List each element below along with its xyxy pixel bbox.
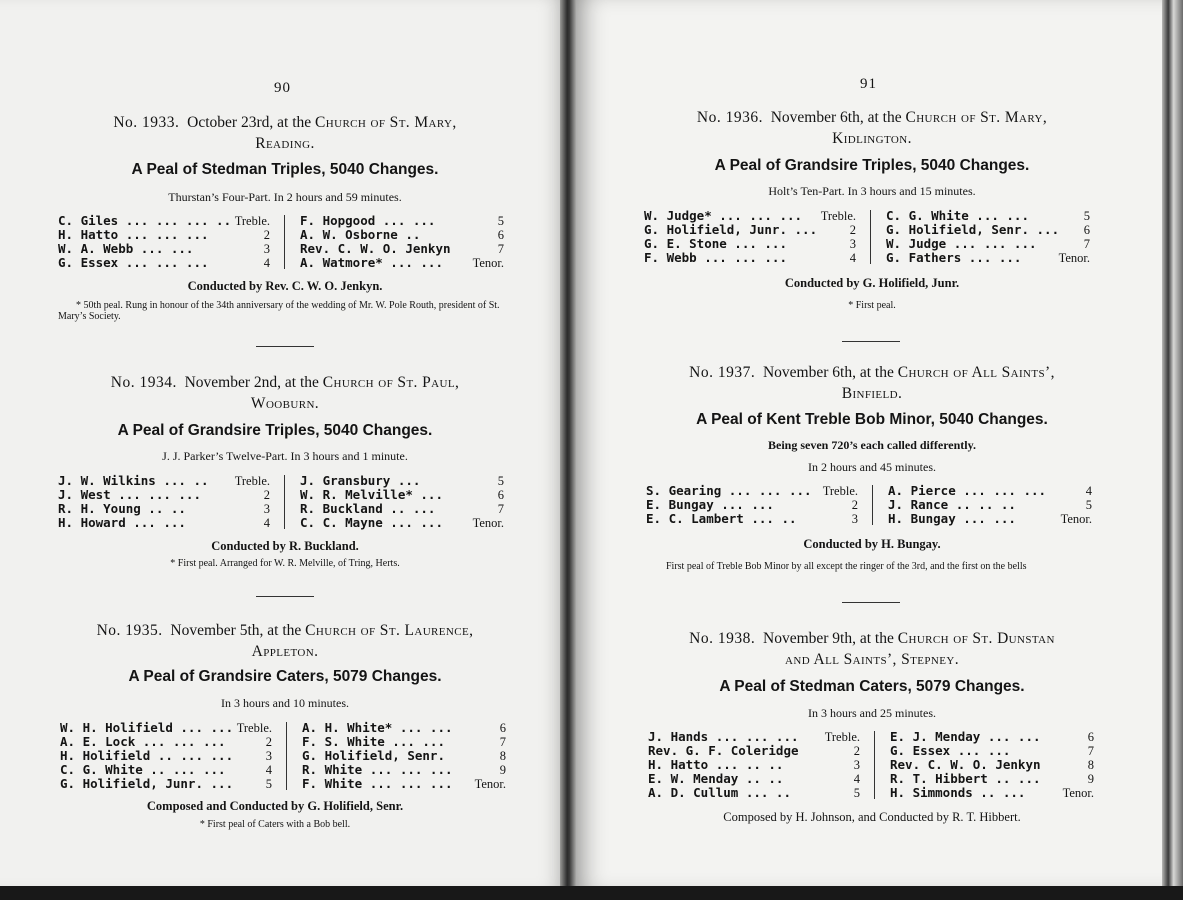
band-column-right	[302, 721, 506, 791]
page-edge	[1162, 0, 1183, 900]
ringer-row: C. C. Mayne ... ... Tenor.	[300, 515, 504, 530]
ringer-row: J. Rance .. .. .. 5	[888, 497, 1092, 512]
ringer-row: G. Holifield, Senr. ... 6	[886, 222, 1090, 237]
right-page	[572, 0, 1162, 888]
peal-title: A Peal of Stedman Triples, 5040 Changes.	[131, 161, 439, 178]
ringer-row: H. Simmonds .. ... Tenor.	[890, 785, 1094, 800]
conducted-by: Composed and Conducted by G. Holifield, Senr.	[146, 799, 404, 813]
peal-place: Wooburn.	[250, 395, 320, 412]
peal-subtitle: Holt’s Ten-Part. In 3 hours and 15 minutes.	[768, 184, 976, 198]
ringer-row: H. Howard ... ... 4	[58, 515, 270, 530]
peal-date: November 2nd, at the	[184, 374, 319, 391]
peal-title: A Peal of Grandsire Triples, 5040 Changes.	[714, 157, 1030, 174]
peal-place: and All Saints’, Stepney.	[785, 651, 959, 668]
peal-heading	[622, 628, 1122, 670]
section-rule	[256, 346, 314, 347]
peal-subtitle: In 3 hours and 10 minutes.	[221, 696, 349, 710]
band-table	[58, 474, 508, 530]
peal-place: Kidlington.	[832, 130, 912, 147]
ringer-row: H. Bungay ... ... Tenor.	[888, 511, 1092, 526]
column-divider	[870, 210, 871, 264]
ringer-row: A. H. White* ... ... 6	[302, 720, 506, 735]
band-column-right	[888, 484, 1092, 526]
section-rule	[256, 596, 314, 597]
band-column-left	[644, 209, 856, 265]
ringer-row: W. A. Webb ... ... 3	[58, 241, 270, 256]
peal-church: Church of St. Paul,	[322, 374, 460, 391]
ringer-row: H. Hatto ... ... ... 2	[58, 227, 270, 242]
peal-church: Church of All Saints’,	[897, 364, 1055, 381]
ringer-row: R. White ... ... ... 9	[302, 762, 506, 777]
ringer-row: J. W. Wilkins ... .. Treble.	[58, 473, 270, 488]
ringer-row: E. J. Menday ... ... 6	[890, 729, 1094, 744]
conducted-by: Composed by H. Johnson, and Conducted by R. T. Hibbert.	[723, 810, 1021, 824]
band-column-left	[60, 721, 272, 791]
peal-heading	[40, 112, 530, 154]
ringer-row: G. Holifield, Junr. ... 5	[60, 776, 272, 791]
ringer-row: E. W. Menday .. .. 4	[648, 771, 860, 786]
bottom-edge	[0, 886, 1183, 900]
ringer-row: C. Giles ... ... ... .. Treble.	[58, 213, 270, 228]
conducted-by: Conducted by H. Bungay.	[803, 537, 941, 551]
ringer-row: C. G. White .. ... ... 4	[60, 762, 272, 777]
ringer-row: R. Buckland .. ... 7	[300, 501, 504, 516]
peal-church: Church of St. Dunstan	[897, 630, 1055, 647]
peal-heading	[40, 372, 530, 414]
peal-place: Binfield.	[841, 385, 903, 402]
peal-title: A Peal of Grandsire Caters, 5079 Changes.	[128, 668, 442, 685]
peal-subtitle: J. J. Parker’s Twelve-Part. In 3 hours and 1 minute.	[162, 449, 408, 463]
page-number-right: 91	[860, 76, 877, 92]
band-column-left	[648, 730, 860, 800]
ringer-row: J. Hands ... ... ... Treble.	[648, 729, 860, 744]
band-column-right	[300, 474, 504, 530]
peal-title: A Peal of Grandsire Triples, 5040 Changes.	[117, 422, 433, 439]
peal-heading	[36, 620, 534, 662]
peal-number: No. 1938.	[689, 630, 756, 647]
ringer-row: Rev. C. W. O. Jenkyn 7	[300, 241, 504, 256]
peal-church: Church of St. Mary,	[905, 109, 1048, 126]
conducted-by: Conducted by G. Holifield, Junr.	[784, 276, 960, 290]
ringer-row: S. Gearing ... ... ... Treble.	[646, 483, 858, 498]
peal-subtitle: Thurstan’s Four-Part. In 2 hours and 59 minutes.	[168, 190, 402, 204]
footnote: * 50th peal. Rung in honour of the 34th anniversary of the wedding of Mr. W. Pole Routh, president of St. Mary’s Society.	[58, 300, 500, 322]
ringer-row: W. Judge* ... ... ... Treble.	[644, 208, 856, 223]
ringer-row: A. D. Cullum ... .. 5	[648, 785, 860, 800]
band-table	[646, 484, 1096, 526]
peal-date: November 5th, at the	[170, 622, 302, 639]
column-divider	[872, 485, 873, 525]
peal-number: No. 1937.	[689, 364, 756, 381]
ringer-row: Rev. G. F. Coleridge 2	[648, 743, 860, 758]
page-number-left: 90	[274, 80, 291, 96]
left-page	[0, 0, 566, 888]
peal-subtitle: In 3 hours and 25 minutes.	[808, 706, 936, 720]
column-divider	[284, 215, 285, 269]
ringer-row: J. Gransbury ... 5	[300, 473, 504, 488]
ringer-row: G. Fathers ... ... Tenor.	[886, 250, 1090, 265]
band-column-left	[58, 474, 270, 530]
peal-date: October 23rd, at the	[187, 114, 312, 131]
footnote: * First peal. Arranged for W. R. Melville, of Tring, Herts.	[170, 558, 400, 569]
band-column-right	[890, 730, 1094, 800]
ringer-row: F. White ... ... ... Tenor.	[302, 776, 506, 791]
peal-number: No. 1936.	[696, 109, 763, 126]
band-column-right	[300, 214, 504, 270]
band-column-left	[58, 214, 270, 270]
ringer-row: E. Bungay ... ... 2	[646, 497, 858, 512]
ringer-row: R. H. Young .. .. 3	[58, 501, 270, 516]
ringer-row: E. C. Lambert ... .. 3	[646, 511, 858, 526]
conducted-by: Conducted by Rev. C. W. O. Jenkyn.	[187, 279, 383, 293]
peal-title: A Peal of Stedman Caters, 5079 Changes.	[719, 678, 1025, 695]
column-divider	[874, 731, 875, 799]
peal-subtitle: In 2 hours and 45 minutes.	[808, 460, 936, 474]
ringer-row: A. Watmore* ... ... Tenor.	[300, 255, 504, 270]
ringer-row: Rev. C. W. O. Jenkyn 8	[890, 757, 1094, 772]
ringer-row: G. Essex ... ... 7	[890, 743, 1094, 758]
ringer-row: G. E. Stone ... ... 3	[644, 236, 856, 251]
peal-church: Church of St. Laurence,	[305, 622, 474, 639]
peal-place: Appleton.	[251, 643, 319, 660]
ringer-row: C. G. White ... ... 5	[886, 208, 1090, 223]
ringer-row: J. West ... ... ... 2	[58, 487, 270, 502]
footnote: * First peal of Caters with a Bob bell.	[199, 819, 351, 830]
section-rule	[842, 341, 900, 342]
ringer-row: H. Hatto ... .. .. 3	[648, 757, 860, 772]
ringer-row: H. Holifield .. ... ... 3	[60, 748, 272, 763]
peal-date: November 6th, at the	[770, 109, 902, 126]
ringer-row: F. S. White ... ... 7	[302, 734, 506, 749]
ringer-row: W. H. Holifield ... ... Treble.	[60, 720, 272, 735]
ringer-row: W. Judge ... ... ... 7	[886, 236, 1090, 251]
book-gutter	[560, 0, 576, 900]
band-table	[58, 214, 508, 270]
column-divider	[286, 722, 287, 790]
band-table	[648, 730, 1098, 800]
peal-heading	[622, 362, 1122, 404]
peal-note: Being seven 720’s each called differently.	[768, 438, 976, 452]
ringer-row: A. Pierce ... ... ... 4	[888, 483, 1092, 498]
band-table	[60, 721, 510, 791]
peal-place: Reading.	[255, 135, 315, 152]
ringer-row: R. T. Hibbert .. ... 9	[890, 771, 1094, 786]
ringer-row: W. R. Melville* ... 6	[300, 487, 504, 502]
peal-title: A Peal of Kent Treble Bob Minor, 5040 Changes.	[696, 411, 1048, 428]
peal-heading	[622, 107, 1122, 149]
peal-number: No. 1934.	[110, 374, 177, 391]
peal-church: Church of St. Mary,	[315, 114, 457, 131]
band-column-right	[886, 209, 1090, 265]
ringer-row: G. Holifield, Junr. ... 2	[644, 222, 856, 237]
section-rule	[842, 602, 900, 603]
footnote: First peal of Treble Bob Minor by all except the ringer of the 3rd, and the first on the bells	[666, 561, 1027, 572]
ringer-row: G. Holifield, Senr. 8	[302, 748, 506, 763]
peal-date: November 6th, at the	[762, 364, 894, 381]
peal-number: No. 1933.	[113, 114, 180, 131]
footnote: * First peal.	[848, 300, 896, 311]
band-table	[644, 209, 1094, 265]
ringer-row: A. W. Osborne .. 6	[300, 227, 504, 242]
ringer-row: G. Essex ... ... ... 4	[58, 255, 270, 270]
ringer-row: F. Webb ... ... ... 4	[644, 250, 856, 265]
peal-date: November 9th, at the	[763, 630, 894, 647]
ringer-row: F. Hopgood ... ... 5	[300, 213, 504, 228]
band-column-left	[646, 484, 858, 526]
ringer-row: A. E. Lock ... ... ... 2	[60, 734, 272, 749]
column-divider	[284, 475, 285, 529]
conducted-by: Conducted by R. Buckland.	[211, 539, 359, 553]
peal-number: No. 1935.	[96, 622, 163, 639]
